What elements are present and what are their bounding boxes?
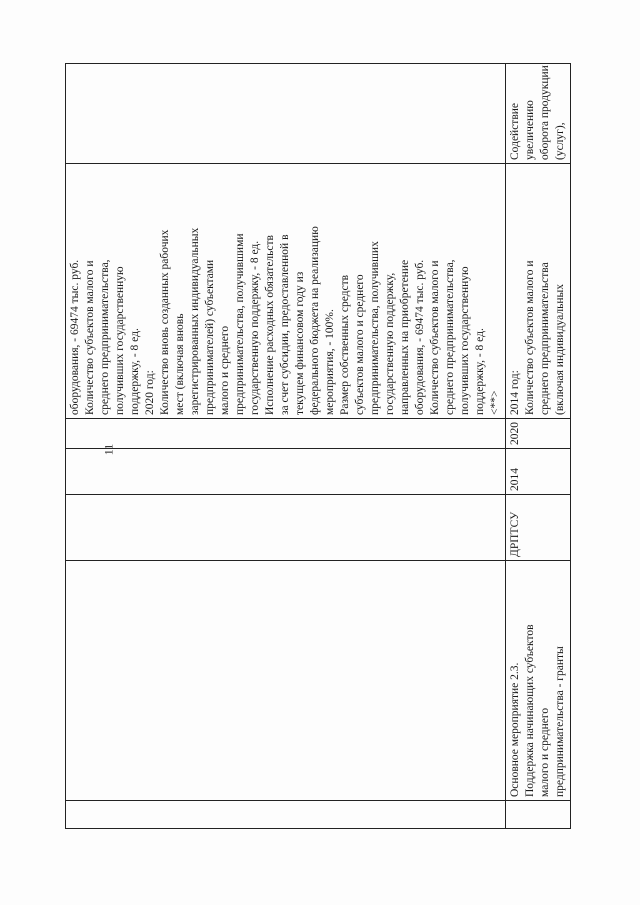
indicator-line: поддержку, - 8 ед. bbox=[129, 328, 141, 415]
table-row-lower bbox=[506, 64, 571, 829]
result-line: (услуг), bbox=[554, 122, 566, 160]
indicator-line: оборудования, - 69474 тыс. руб. bbox=[69, 259, 81, 415]
indicator-line: <**> bbox=[489, 390, 501, 415]
indicator-line: получивших государственную bbox=[114, 266, 126, 415]
activity-line: Поддержка начинающих субъектов bbox=[524, 624, 536, 797]
cell-lower-end-year: 2020 bbox=[506, 419, 571, 449]
indicator-line: предпринимательства, получивших bbox=[369, 241, 381, 415]
result-line: увеличению bbox=[524, 100, 536, 160]
indicator-line: (включая индивидуальных bbox=[554, 284, 566, 415]
activity-line: Основное мероприятие 2.3. bbox=[509, 662, 521, 797]
indicator-line: государственную поддержку, bbox=[384, 272, 396, 415]
cell-upper-1 bbox=[66, 801, 506, 829]
activity-line: малого и среднего bbox=[539, 707, 551, 797]
indicator-line: поддержку, - 8 ед. bbox=[474, 328, 486, 415]
result-line: оборота продукции bbox=[539, 65, 551, 160]
indicator-line: Исполнение расходных обязательств bbox=[264, 235, 276, 415]
result-line: Содействие bbox=[509, 102, 521, 160]
activity-line: предпринимательства - гранты bbox=[554, 646, 566, 797]
program-table bbox=[65, 63, 571, 829]
cell-lower-indicators bbox=[506, 164, 571, 419]
indicator-line: малого и среднего bbox=[219, 325, 231, 415]
indicator-line: зарегистрированных индивидуальных bbox=[189, 227, 201, 415]
cell-lower-start-year: 2014 bbox=[506, 449, 571, 495]
cell-upper-7 bbox=[66, 64, 506, 164]
cell-upper-2 bbox=[66, 561, 506, 801]
indicator-line: оборудования, - 69474 тыс. руб. bbox=[414, 259, 426, 415]
indicator-line: текущем финансовом году из bbox=[294, 271, 306, 415]
indicator-line: Размер собственных средств bbox=[339, 274, 351, 415]
indicator-line: направленных на приобретение bbox=[399, 259, 411, 415]
indicator-line: предпринимателей) субъектами bbox=[204, 259, 216, 415]
indicator-line: среднего предпринимательства, bbox=[444, 259, 456, 415]
indicator-line: получивших государственную bbox=[459, 266, 471, 415]
indicator-line: среднего предпринимательства, bbox=[99, 259, 111, 415]
cell-lower-executor: ДРПТСУ bbox=[506, 495, 571, 561]
indicator-line: Количество вновь созданных рабочих bbox=[159, 229, 171, 415]
cell-upper-5 bbox=[66, 419, 506, 449]
cell-lower-1 bbox=[506, 801, 571, 829]
indicator-line: Количество субъектов малого и bbox=[524, 260, 536, 415]
indicator-line: мест (включая вновь bbox=[174, 313, 186, 415]
indicator-line: среднего предпринимательства bbox=[539, 262, 551, 415]
cell-upper-3 bbox=[66, 495, 506, 561]
cell-upper-indicators bbox=[66, 164, 506, 419]
indicator-line: предпринимательства, получившими bbox=[234, 233, 246, 415]
indicator-line: мероприятия, - 100%. bbox=[324, 309, 336, 415]
indicator-line: 2020 год: bbox=[144, 370, 156, 415]
cell-lower-result bbox=[506, 64, 571, 164]
table-row-upper bbox=[66, 64, 506, 829]
cell-upper-4 bbox=[66, 449, 506, 495]
indicator-line: государственную поддержку, - 8 ед. bbox=[249, 240, 261, 415]
page-number: 11 bbox=[101, 443, 116, 456]
cell-lower-activity bbox=[506, 561, 571, 801]
indicator-line: Количество субъектов малого и bbox=[84, 260, 96, 415]
indicator-line: Количество субъектов малого и bbox=[429, 260, 441, 415]
rotated-table-container bbox=[65, 64, 570, 829]
indicator-line: федерального бюджета на реализацию bbox=[309, 226, 321, 415]
indicator-line: субъектов малого и среднего bbox=[354, 274, 366, 415]
indicator-line: за счет субсидии, предоставленной в bbox=[279, 234, 291, 415]
indicator-line: 2014 год: bbox=[509, 370, 521, 415]
